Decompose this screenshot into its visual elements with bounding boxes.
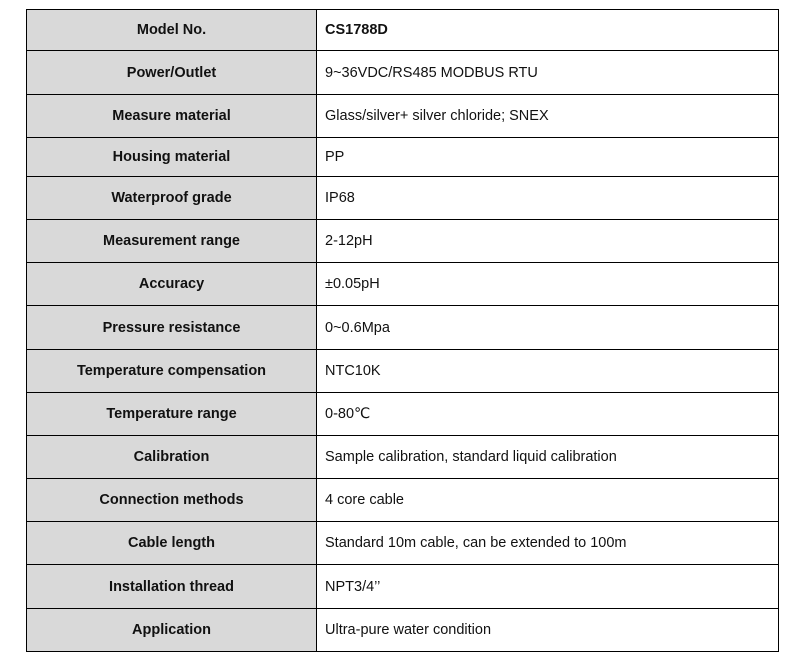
row-value: NPT3/4’’: [317, 565, 779, 609]
row-label: Temperature range: [27, 393, 317, 436]
row-label: Model No.: [27, 10, 317, 51]
row-value: CS1788D: [317, 10, 779, 51]
row-label: Measure material: [27, 95, 317, 138]
table-row: [27, 263, 779, 306]
row-label: Power/Outlet: [27, 51, 317, 95]
row-value: IP68: [317, 177, 779, 220]
row-label: Waterproof grade: [27, 177, 317, 220]
row-value: Ultra-pure water condition: [317, 609, 779, 652]
row-value: Standard 10m cable, can be extended to 100m: [317, 522, 779, 565]
row-label: Accuracy: [27, 263, 317, 306]
row-value: 9~36VDC/RS485 MODBUS RTU: [317, 51, 779, 95]
table-row: [27, 436, 779, 479]
row-value: 0-80℃: [317, 393, 779, 436]
row-label: Housing material: [27, 138, 317, 177]
row-value: 4 core cable: [317, 479, 779, 522]
table-row: [27, 522, 779, 565]
row-value: 2-12pH: [317, 220, 779, 263]
row-label: Cable length: [27, 522, 317, 565]
table-row: [27, 138, 779, 177]
row-value: PP: [317, 138, 779, 177]
table-row: [27, 95, 779, 138]
row-label: Measurement range: [27, 220, 317, 263]
row-value: Sample calibration, standard liquid calibration: [317, 436, 779, 479]
row-value: 0~0.6Mpa: [317, 306, 779, 350]
row-label: Application: [27, 609, 317, 652]
table-row: [27, 306, 779, 350]
table-row: [27, 220, 779, 263]
row-value: Glass/silver+ silver chloride; SNEX: [317, 95, 779, 138]
table-row: [27, 10, 779, 51]
row-label: Temperature compensation: [27, 350, 317, 393]
row-label: Installation thread: [27, 565, 317, 609]
row-label: Connection methods: [27, 479, 317, 522]
table-row: [27, 177, 779, 220]
row-value: ±0.05pH: [317, 263, 779, 306]
row-label: Calibration: [27, 436, 317, 479]
row-label: Pressure resistance: [27, 306, 317, 350]
spec-table: [26, 9, 779, 652]
table-row: [27, 393, 779, 436]
table-row: [27, 479, 779, 522]
table-row: [27, 350, 779, 393]
table-row: [27, 565, 779, 609]
row-value: NTC10K: [317, 350, 779, 393]
table-row: [27, 51, 779, 95]
table-row: [27, 609, 779, 652]
